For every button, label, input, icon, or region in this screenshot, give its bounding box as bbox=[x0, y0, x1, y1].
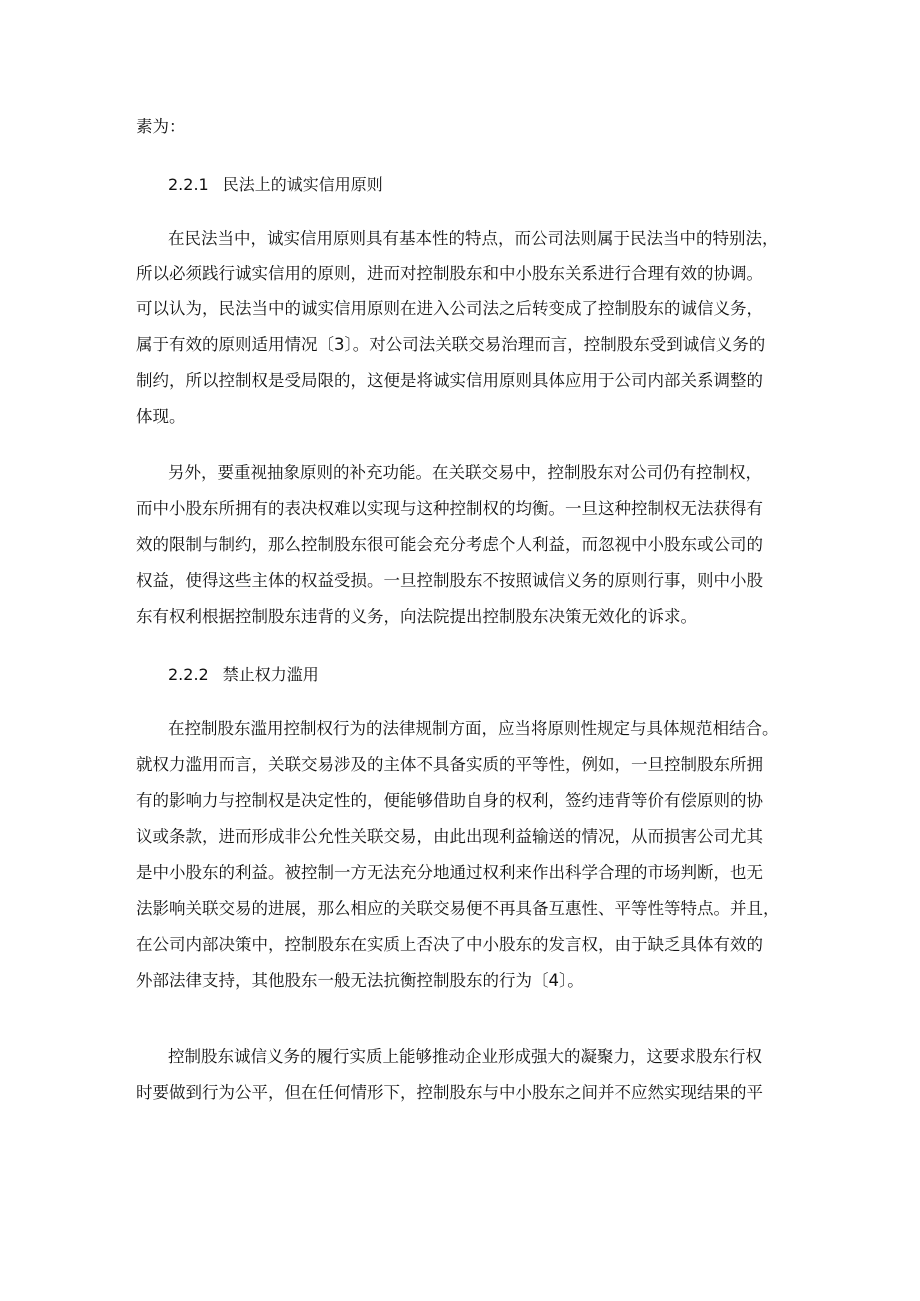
paragraph-line: 属于有效的原则适用情况〔3〕。对公司法关联交易治理而言，控制股东受到诚信义务的 bbox=[136, 335, 766, 354]
paragraph-line: 权益，使得这些主体的权益受损。一旦控制股东不按照诚信义务的原则行事，则中小股 bbox=[136, 571, 763, 590]
paragraph-line: 另外，要重视抽象原则的补充功能。在关联交易中，控制股东对公司仍有控制权， bbox=[168, 463, 762, 482]
paragraph-line: 在公司内部决策中，控制股东在实质上否决了中小股东的发言权，由于缺乏具体有效的 bbox=[136, 935, 763, 954]
section-number: 2.2.2 bbox=[168, 665, 209, 684]
paragraph-line: 而中小股东所拥有的表决权难以实现与这种控制权的均衡。一旦这种控制权无法获得有 bbox=[136, 499, 763, 518]
section-title: 民法上的诚实信用原则 bbox=[222, 175, 383, 194]
paragraph-line: 外部法律支持，其他股东一般无法抗衡控制股东的行为〔4〕。 bbox=[136, 971, 584, 990]
paragraph-line: 有的影响力与控制权是决定性的，便能够借助自身的权利，签约违背等价有偿原则的协 bbox=[136, 791, 763, 810]
section-heading-2-2-1 bbox=[168, 174, 383, 196]
paragraph-line: 控制股东诚信义务的履行实质上能够推动企业形成强大的凝聚力，这要求股东行权 bbox=[168, 1047, 762, 1066]
paragraph-line: 可以认为，民法当中的诚实信用原则在进入公司法之后转变成了控制股东的诚信义务， bbox=[136, 299, 763, 318]
paragraph-line: 所以必须践行诚实信用的原则，进而对控制股东和中小股东关系进行合理有效的协调。 bbox=[136, 264, 763, 283]
paragraph-line: 效的限制与制约，那么控制股东很可能会充分考虑个人利益，而忽视中小股东或公司的 bbox=[136, 535, 763, 554]
section-number: 2.2.1 bbox=[168, 175, 209, 194]
paragraph-line: 议或条款，进而形成非公允性关联交易，由此出现利益输送的情况，从而损害公司尤其 bbox=[136, 827, 763, 846]
paragraph-line: 是中小股东的利益。被控制一方无法充分地通过权利来作出科学合理的市场判断，也无 bbox=[136, 863, 763, 882]
section-title: 禁止权力滥用 bbox=[222, 665, 319, 684]
paragraph-line: 法影响关联交易的进展，那么相应的关联交易便不再具备互惠性、平等性等特点。并且， bbox=[136, 899, 780, 918]
paragraph-line: 在控制股东滥用控制权行为的法律规制方面，应当将原则性规定与具体规范相结合。 bbox=[168, 719, 779, 738]
paragraph-line: 就权力滥用而言，关联交易涉及的主体不具备实质的平等性，例如，一旦控制股东所拥 bbox=[136, 755, 763, 774]
paragraph-line: 时要做到行为公平，但在任何情形下，控制股东与中小股东之间并不应然实现结果的平 bbox=[136, 1083, 763, 1102]
paragraph-line: 东有权利根据控制股东违背的义务，向法院提出控制股东决策无效化的诉求。 bbox=[136, 607, 697, 626]
intro-text: 素为： bbox=[136, 117, 186, 136]
paragraph-line: 制约，所以控制权是受局限的，这便是将诚实信用原则具体应用于公司内部关系调整的 bbox=[136, 371, 763, 390]
paragraph-line: 体现。 bbox=[136, 407, 186, 426]
paragraph-line: 在民法当中，诚实信用原则具有基本性的特点，而公司法则属于民法当中的特别法， bbox=[168, 229, 779, 248]
section-heading-2-2-2 bbox=[168, 664, 319, 686]
